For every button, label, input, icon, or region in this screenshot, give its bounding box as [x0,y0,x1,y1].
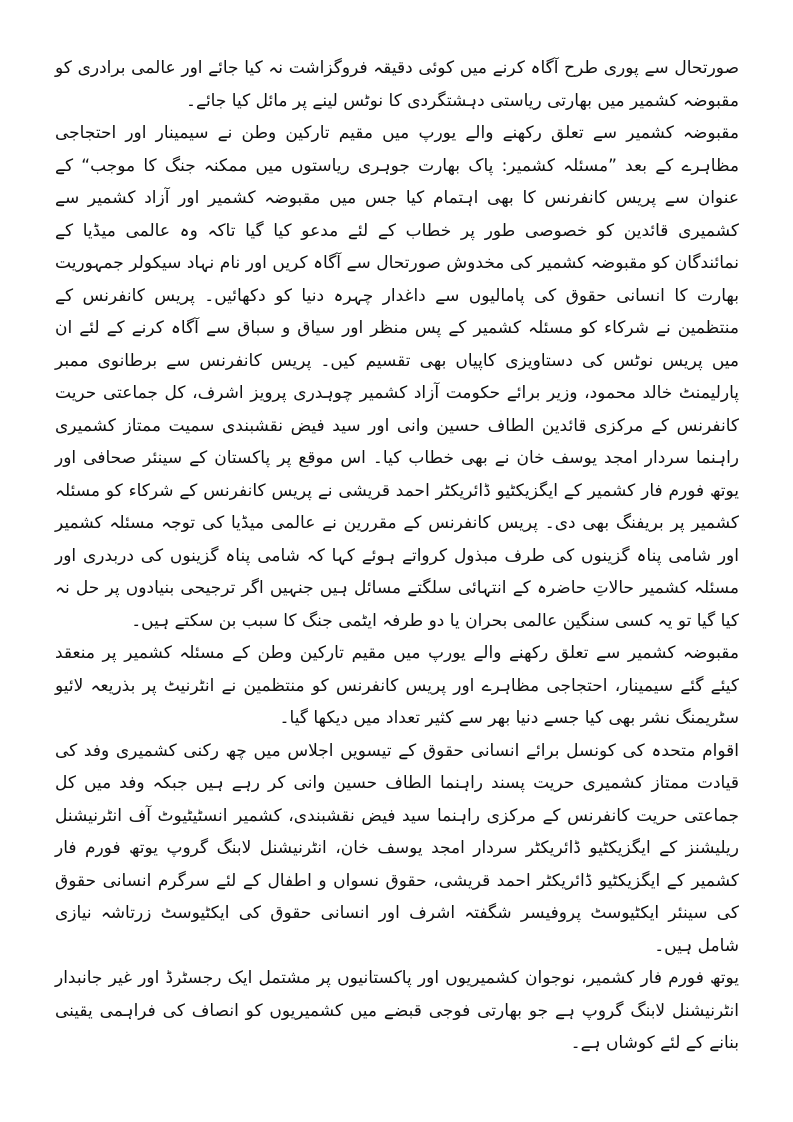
paragraph-4: اقوام متحدہ کی کونسل برائے انسانی حقوق کے تیسویں اجلاس میں چھ رکنی کشمیری وفد کی قیادت ممتاز کشمیری حریت پسند راہنما الطاف حسین وانی کر رہے ہیں جبکہ وفد میں کل جماعتی حریت کانفرنس کے مرکزی راہنما سید فیض نقشبندی، کشمیر انسٹیٹیوٹ آف انٹرنیشنل ریلیشنز کے ایگزیکٹیو ڈائریکٹر سردار امجد یوسف خان، انٹرنیشنل لابنگ گروپ یوتھ فورم فار کشمیر کے ایگزیکٹیو ڈائریکٹر احمد قریشی، حقوق نسواں و اطفال کے لئے سرگرم انسانی حقوق کی سینئر ایکٹیوسٹ پروفیسر شگفتہ اشرف اور انسانی حقوق کی ایکٹیوسٹ زرتاشہ نیازی شامل ہیں۔ [55,740,739,956]
paragraph-1: صورتحال سے پوری طرح آگاہ کرنے میں کوئی دقیقہ فروگزاشت نہ کیا جائے اور عالمی برادری کو مقبوضہ کشمیر میں بھارتی ریاستی دہشتگردی کا نوٹس لینے پر مائل کیا جائے۔ [55,58,739,111]
paragraph-3: مقبوضہ کشمیر سے تعلق رکھنے والے یورپ میں مقیم تارکین وطن کے مسئلہ کشمیر پر منعقد کیئے گئے سیمینار، احتجاجی مظاہرے اور پریس کانفرنس کو منتظمین نے انٹرنیٹ پر بذریعہ لائیو سٹریمنگ نشر بھی کیا جسے دنیا بھر سے کثیر تعداد میں دیکھا گیا۔ [55,643,739,728]
paragraph-2: مقبوضہ کشمیر سے تعلق رکھنے والے یورپ میں مقیم تارکین وطن نے سیمینار اور احتجاجی مظاہرے کے بعد ”مسئلہ کشمیر: پاک بھارت جوہری ریاستوں میں ممکنہ جنگ کا موجب“ کے عنوان سے پریس کانفرنس کا بھی اہتمام کیا جس میں مقبوضہ کشمیر اور آزاد کشمیر سے کشمیری قائدین کو خصوصی طور پر خطاب کے لئے مدعو کیا گیا تاکہ وہ عالمی میڈیا کے نمائندگان کو مقبوضہ کشمیر کی مخدوش صورتحال سے آگاہ کریں اور نام نہاد سیکولر جمہوریت بھارت کا انسانی حقوق کی پامالیوں سے داغدار چہرہ دنیا کو دکھائیں۔ پریس کانفرنس کے منتظمین نے شرکاء کو مسئلہ کشمیر کے پس منظر اور سیاق و سباق سے آگاہ کرنے کے لئے ان میں پریس نوٹس کی دستاویزی کاپیاں بھی تقسیم کیں۔ پریس کانفرنس سے برطانوی ممبر پارلیمنٹ خالد محمود، وزیر برائے حکومت آزاد کشمیر چوہدری پرویز اشرف، کل جماعتی حریت کانفرنس کے مرکزی قائدین الطاف حسین وانی اور سید فیض نقشبندی سمیت ممتاز کشمیری راہنما سردار امجد یوسف خان نے بھی خطاب کیا۔ اس موقع پر پاکستان کے سینئر صحافی اور یوتھ فورم فار کشمیر کے ایگزیکٹیو ڈائریکٹر احمد قریشی نے پریس کانفرنس کے شرکاء کو مسئلہ کشمیر پر بریفنگ بھی دی۔ پریس کانفرنس کے مقررین نے عالمی میڈیا کی توجہ مسئلہ کشمیر اور شامی پناہ گزینوں کی طرف مبذول کرواتے ہوئے کہا کہ شامی پناہ گزینوں کی دربدری اور مسئلہ کشمیر حالاتِ حاضرہ کے انتہائی سلگتے مسائل ہیں جنہیں اگر ترجیحی بنیادوں پر حل نہ کیا گیا تو یہ کسی سنگین عالمی بحران یا دو طرفہ ایٹمی جنگ کا سبب بن سکتے ہیں۔ [55,123,739,631]
paragraph-5: یوتھ فورم فار کشمیر، نوجوان کشمیریوں اور پاکستانیوں پر مشتمل ایک رجسٹرڈ اور غیر جانبدار انٹرنیشنل لابنگ گروپ ہے جو بھارتی فوجی قبضے میں کشمیریوں کو انصاف کی فراہمی یقینی بنانے کے لئے کوشاں ہے۔ [55,968,739,1053]
article-body [55,52,739,1060]
